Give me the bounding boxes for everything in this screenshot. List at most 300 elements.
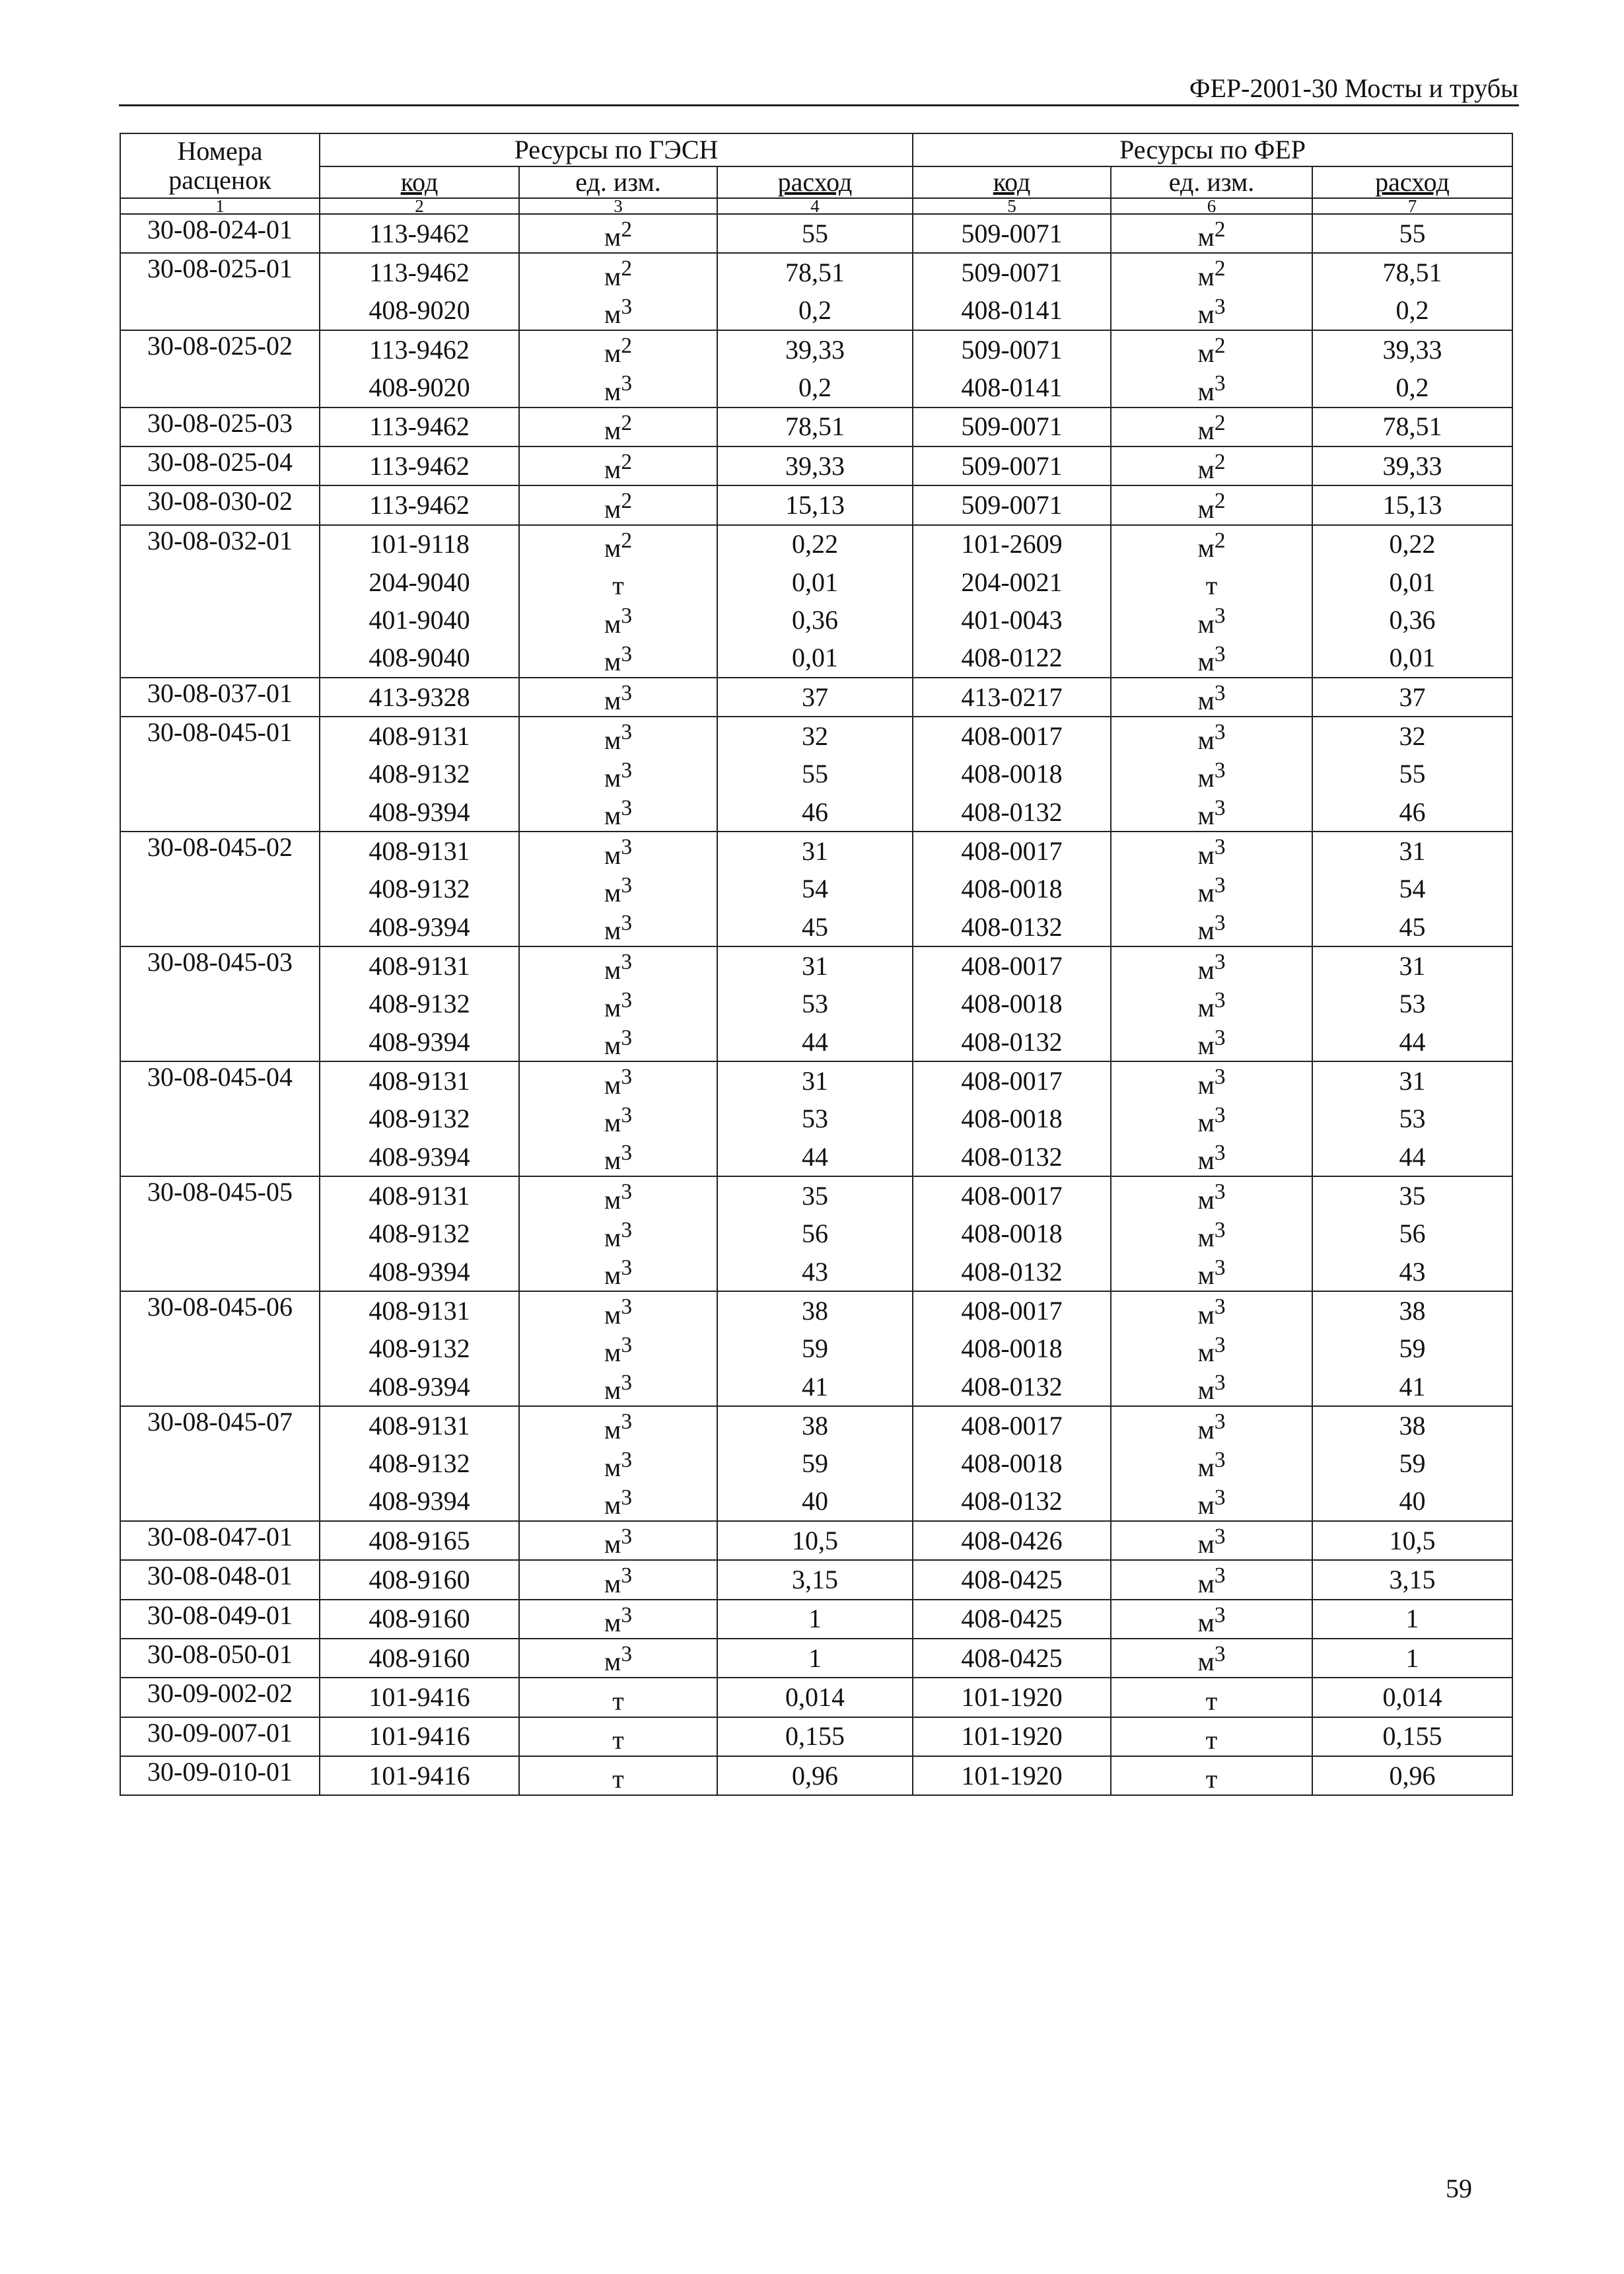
fer-code: 408-0017 [913,832,1111,870]
unit-symbol: м [604,222,621,252]
unit-symbol: м [1197,954,1215,985]
unit-exponent: 3 [1214,680,1226,705]
fer-code: 401-0043 [913,601,1111,639]
fer-qty: 0,2 [1312,292,1512,330]
unit-exponent: 3 [621,294,632,319]
gesn-qty: 56 [717,1215,913,1253]
unit-symbol: м [1197,1452,1215,1482]
table-body [120,214,1512,1795]
unit-symbol: м [604,415,621,445]
gesn-unit [519,408,717,446]
unit-symbol: м [1197,338,1215,369]
unit-symbol: м [1197,877,1215,907]
unit-symbol: м [604,1107,621,1137]
gesn-qty: 0,96 [717,1756,913,1795]
fer-code: 101-2609 [913,525,1111,563]
gesn-code: 408-9020 [320,369,519,407]
gesn-code: 408-9394 [320,1368,519,1406]
table-row [120,601,1512,639]
unit-exponent: 3 [1214,987,1226,1013]
gesn-code: 408-9132 [320,1100,519,1138]
fer-code: 509-0071 [913,330,1111,369]
unit-symbol: м [604,1337,621,1367]
gesn-qty: 0,36 [717,601,913,639]
unit-symbol: м [1197,1260,1215,1291]
gesn-qty: 31 [717,946,913,985]
gesn-code: 101-9416 [320,1678,519,1717]
unit-exponent: 2 [621,410,632,435]
unit-exponent: 2 [1214,256,1226,281]
unit-exponent: 3 [621,1295,632,1320]
unit-symbol: м [604,1145,621,1176]
unit-exponent: 3 [621,987,632,1013]
unit-symbol: м [604,1260,621,1291]
gesn-code: 113-9462 [320,330,519,369]
unit-symbol: м [1197,299,1215,329]
fer-qty: 44 [1312,1138,1512,1176]
rate-code: 30-08-045-01 [120,717,320,832]
gesn-unit [519,678,717,717]
fer-unit [1111,601,1312,639]
unit-symbol: м [604,493,621,524]
fer-qty: 55 [1312,756,1512,793]
gesn-unit [519,292,717,330]
fer-unit [1111,985,1312,1023]
fer-qty: 59 [1312,1445,1512,1483]
unit-exponent: 3 [1214,1332,1226,1357]
unit-symbol: м [1197,1030,1215,1061]
gesn-code: 408-9040 [320,639,519,678]
page-number: 59 [1446,2174,1472,2203]
unit-symbol: т [612,1686,624,1716]
fer-code: 408-0132 [913,1253,1111,1291]
rate-code: 30-08-048-01 [120,1560,320,1599]
fer-unit [1111,408,1312,446]
fer-qty: 43 [1312,1253,1512,1291]
unit-symbol: м [604,1414,621,1444]
fer-unit [1111,832,1312,870]
unit-symbol: м [1197,915,1215,946]
gesn-code: 413-9328 [320,678,519,717]
fer-qty: 45 [1312,908,1512,946]
fer-unit [1111,1445,1312,1483]
gesn-unit [519,1483,717,1521]
fer-code: 101-1920 [913,1717,1111,1756]
fer-unit [1111,446,1312,485]
fer-unit [1111,369,1312,407]
unit-exponent: 2 [621,333,632,358]
gesn-unit [519,717,717,755]
fer-qty: 32 [1312,717,1512,755]
fer-code: 408-0132 [913,1138,1111,1176]
unit-exponent: 2 [1214,217,1226,242]
unit-exponent: 3 [1214,758,1226,783]
column-number: 7 [1312,198,1512,214]
unit-exponent: 3 [1214,1485,1226,1510]
unit-symbol: м [1197,1222,1215,1252]
gesn-code: 101-9416 [320,1717,519,1756]
unit-exponent: 3 [621,641,632,666]
gesn-qty: 0,155 [717,1717,913,1756]
fer-unit [1111,793,1312,832]
header-gesn-resources: Ресурсы по ГЭСН [320,133,913,166]
fer-code: 408-0017 [913,946,1111,985]
fer-code: 408-0018 [913,1330,1111,1368]
unit-exponent: 3 [1214,1140,1226,1165]
gesn-qty: 37 [717,678,913,717]
unit-exponent: 3 [1214,835,1226,860]
unit-exponent: 3 [1214,1180,1226,1205]
unit-symbol: м [604,839,621,870]
gesn-code: 408-9394 [320,1483,519,1521]
column-number: 4 [717,198,913,214]
gesn-code: 113-9462 [320,485,519,524]
gesn-unit [519,1445,717,1483]
fer-code: 408-0132 [913,908,1111,946]
gesn-qty: 39,33 [717,446,913,485]
rate-code: 30-08-025-02 [120,330,320,408]
fer-unit [1111,1600,1312,1639]
unit-exponent: 3 [1214,1524,1226,1549]
gesn-unit [519,525,717,563]
gesn-unit [519,1215,717,1253]
table-row [120,1368,1512,1406]
fer-code: 408-0425 [913,1560,1111,1599]
unit-symbol: м [1197,762,1215,793]
unit-symbol: м [1197,608,1215,639]
unit-exponent: 3 [1214,604,1226,629]
table-row [120,1600,1512,1639]
fer-unit [1111,1368,1312,1406]
subheader-fer-unit: ед. изм. [1111,166,1312,198]
gesn-code: 408-9160 [320,1560,519,1599]
fer-code: 509-0071 [913,408,1111,446]
gesn-unit [519,330,717,369]
table-row [120,485,1512,524]
column-number: 1 [120,198,320,214]
subheader-gesn-unit: ед. изм. [519,166,717,198]
fer-qty: 37 [1312,678,1512,717]
fer-code: 509-0071 [913,253,1111,291]
rate-code: 30-09-002-02 [120,1678,320,1717]
fer-code: 101-1920 [913,1678,1111,1717]
resources-table [120,133,1513,1796]
fer-unit [1111,563,1312,601]
fer-code: 509-0071 [913,446,1111,485]
gesn-unit [519,1176,717,1215]
unit-symbol: т [612,1764,624,1794]
unit-exponent: 2 [621,489,632,514]
header-fer-resources: Ресурсы по ФЕР [913,133,1512,166]
fer-code: 408-0018 [913,1445,1111,1483]
unit-exponent: 3 [1214,1602,1226,1627]
unit-exponent: 3 [621,1642,632,1667]
unit-exponent: 3 [621,795,632,820]
table-row [120,908,1512,946]
fer-qty: 0,96 [1312,1756,1512,1795]
subheader-gesn-qty: расход [717,166,913,198]
gesn-code: 113-9462 [320,253,519,291]
fer-code: 408-0018 [913,756,1111,793]
rate-code: 30-08-037-01 [120,678,320,717]
fer-code: 408-0018 [913,871,1111,908]
unit-exponent: 3 [621,1485,632,1510]
rate-code: 30-08-045-02 [120,832,320,946]
unit-symbol: м [1197,376,1215,406]
unit-exponent: 3 [1214,1409,1226,1435]
unit-symbol: м [1197,1375,1215,1405]
gesn-qty: 55 [717,214,913,253]
table-row [120,717,1512,755]
gesn-unit [519,1521,717,1560]
table-row [120,871,1512,908]
fer-unit [1111,1176,1312,1215]
gesn-qty: 41 [717,1368,913,1406]
gesn-qty: 78,51 [717,408,913,446]
unit-symbol: м [604,261,621,291]
fer-unit [1111,1291,1312,1330]
unit-exponent: 2 [1214,333,1226,358]
table-row [120,330,1512,369]
gesn-unit [519,908,717,946]
gesn-unit [519,253,717,291]
gesn-unit [519,1717,717,1756]
unit-symbol: м [604,1069,621,1100]
unit-symbol: м [1197,261,1215,291]
unit-symbol: м [604,1529,621,1559]
gesn-code: 408-9132 [320,756,519,793]
table-row [120,946,1512,985]
fer-qty: 56 [1312,1215,1512,1253]
unit-symbol: м [1197,1069,1215,1100]
fer-qty: 46 [1312,793,1512,832]
fer-unit [1111,639,1312,678]
rate-code: 30-08-024-01 [120,214,320,253]
unit-exponent: 3 [621,1563,632,1588]
gesn-code: 101-9416 [320,1756,519,1795]
gesn-unit [519,639,717,678]
fer-unit [1111,756,1312,793]
unit-symbol: т [1205,571,1218,601]
fer-unit [1111,1678,1312,1717]
unit-exponent: 2 [1214,410,1226,435]
table-row [120,832,1512,870]
table-row [120,214,1512,253]
header-rule [119,104,1519,106]
gesn-qty: 44 [717,1138,913,1176]
fer-code: 408-0017 [913,1291,1111,1330]
gesn-qty: 53 [717,1100,913,1138]
unit-symbol: м [604,762,621,793]
fer-unit [1111,678,1312,717]
unit-symbol: м [604,954,621,985]
fer-code: 408-0017 [913,1061,1111,1100]
fer-qty: 39,33 [1312,330,1512,369]
gesn-code: 408-9165 [320,1521,519,1560]
table-row [120,756,1512,793]
gesn-code: 408-9131 [320,1176,519,1215]
gesn-qty: 55 [717,756,913,793]
column-number: 6 [1111,198,1312,214]
unit-exponent: 3 [1214,1025,1226,1050]
unit-exponent: 2 [621,256,632,281]
gesn-code: 408-9131 [320,832,519,870]
table-row [120,1061,1512,1100]
gesn-qty: 40 [717,1483,913,1521]
gesn-qty: 31 [717,1061,913,1100]
unit-symbol: м [1197,686,1215,716]
gesn-unit [519,601,717,639]
fer-code: 408-0017 [913,1176,1111,1215]
table-row [120,793,1512,832]
unit-symbol: м [604,877,621,907]
gesn-qty: 15,13 [717,485,913,524]
unit-exponent: 3 [621,1255,632,1280]
fer-code: 408-0018 [913,1100,1111,1138]
gesn-code: 408-9131 [320,1291,519,1330]
unit-symbol: м [604,1184,621,1215]
unit-exponent: 3 [1214,1295,1226,1320]
fer-qty: 31 [1312,946,1512,985]
fer-qty: 54 [1312,871,1512,908]
fer-qty: 31 [1312,1061,1512,1100]
gesn-qty: 0,01 [717,563,913,601]
fer-qty: 15,13 [1312,485,1512,524]
table-row [120,1215,1512,1253]
unit-exponent: 3 [1214,950,1226,975]
fer-qty: 0,014 [1312,1678,1512,1717]
fer-code: 408-0132 [913,1023,1111,1061]
fer-unit [1111,1100,1312,1138]
fer-code: 413-0217 [913,678,1111,717]
fer-unit [1111,871,1312,908]
unit-exponent: 3 [621,910,632,935]
fer-code: 101-1920 [913,1756,1111,1795]
unit-symbol: м [604,376,621,406]
unit-exponent: 3 [1214,1447,1226,1472]
gesn-qty: 43 [717,1253,913,1291]
unit-exponent: 3 [1214,795,1226,820]
unit-symbol: м [604,1452,621,1482]
fer-qty: 53 [1312,1100,1512,1138]
table-row [120,1330,1512,1368]
unit-exponent: 3 [621,872,632,898]
gesn-unit [519,871,717,908]
unit-symbol: м [604,1222,621,1252]
unit-symbol: м [604,338,621,369]
unit-symbol: м [1197,454,1215,485]
fer-unit [1111,485,1312,524]
rate-code: 30-08-032-01 [120,525,320,678]
fer-unit [1111,292,1312,330]
table-row [120,985,1512,1023]
unit-exponent: 3 [1214,1563,1226,1588]
rate-code: 30-08-045-06 [120,1291,320,1406]
unit-exponent: 3 [621,1524,632,1549]
gesn-code: 408-9394 [320,793,519,832]
fer-unit [1111,946,1312,985]
gesn-qty: 78,51 [717,253,913,291]
fer-qty: 0,36 [1312,601,1512,639]
column-number: 5 [913,198,1111,214]
unit-symbol: м [1197,532,1215,563]
unit-symbol: м [1197,222,1215,252]
fer-qty: 31 [1312,832,1512,870]
fer-code: 408-0122 [913,639,1111,678]
table-row [120,1176,1512,1215]
unit-symbol: м [604,800,621,831]
unit-symbol: м [1197,1145,1215,1176]
gesn-code: 408-9132 [320,1445,519,1483]
unit-exponent: 2 [1214,489,1226,514]
gesn-unit [519,1406,717,1444]
fer-unit [1111,1560,1312,1599]
unit-exponent: 3 [621,371,632,396]
unit-exponent: 2 [621,528,632,553]
unit-symbol: м [604,299,621,329]
gesn-code: 408-9132 [320,985,519,1023]
unit-exponent: 3 [621,1140,632,1165]
rate-code: 30-09-010-01 [120,1756,320,1795]
rate-code: 30-08-050-01 [120,1639,320,1678]
gesn-qty: 0,2 [717,292,913,330]
gesn-qty: 38 [717,1291,913,1330]
unit-symbol: м [1197,1647,1215,1677]
rate-code: 30-08-025-04 [120,446,320,485]
rate-code: 30-08-030-02 [120,485,320,524]
gesn-qty: 44 [717,1023,913,1061]
fer-code: 509-0071 [913,485,1111,524]
fer-qty: 38 [1312,1406,1512,1444]
unit-symbol: м [1197,1529,1215,1559]
table-row [120,1291,1512,1330]
column-number: 3 [519,198,717,214]
gesn-qty: 53 [717,985,913,1023]
gesn-unit [519,485,717,524]
unit-exponent: 3 [621,1180,632,1205]
subheader-fer-qty: расход [1312,166,1512,198]
unit-exponent: 3 [621,1025,632,1050]
fer-qty: 10,5 [1312,1521,1512,1560]
rate-code: 30-08-045-04 [120,1061,320,1176]
unit-exponent: 3 [1214,1255,1226,1280]
fer-unit [1111,717,1312,755]
gesn-code: 113-9462 [320,214,519,253]
gesn-unit [519,1100,717,1138]
gesn-unit [519,1023,717,1061]
unit-exponent: 3 [1214,910,1226,935]
fer-qty: 3,15 [1312,1560,1512,1599]
gesn-code: 204-9040 [320,563,519,601]
gesn-qty: 0,014 [717,1678,913,1717]
gesn-unit [519,946,717,985]
unit-symbol: м [604,1490,621,1520]
table-row [120,1717,1512,1756]
unit-exponent: 2 [621,217,632,242]
gesn-code: 101-9118 [320,525,519,563]
fer-code: 204-0021 [913,563,1111,601]
unit-symbol: м [604,1568,621,1598]
table-row [120,1406,1512,1444]
unit-exponent: 2 [1214,528,1226,553]
table-row [120,1483,1512,1521]
fer-unit [1111,1330,1312,1368]
fer-code: 408-0426 [913,1521,1111,1560]
gesn-code: 408-9394 [320,1138,519,1176]
gesn-code: 408-9132 [320,1330,519,1368]
gesn-unit [519,1756,717,1795]
unit-symbol: м [1197,415,1215,445]
